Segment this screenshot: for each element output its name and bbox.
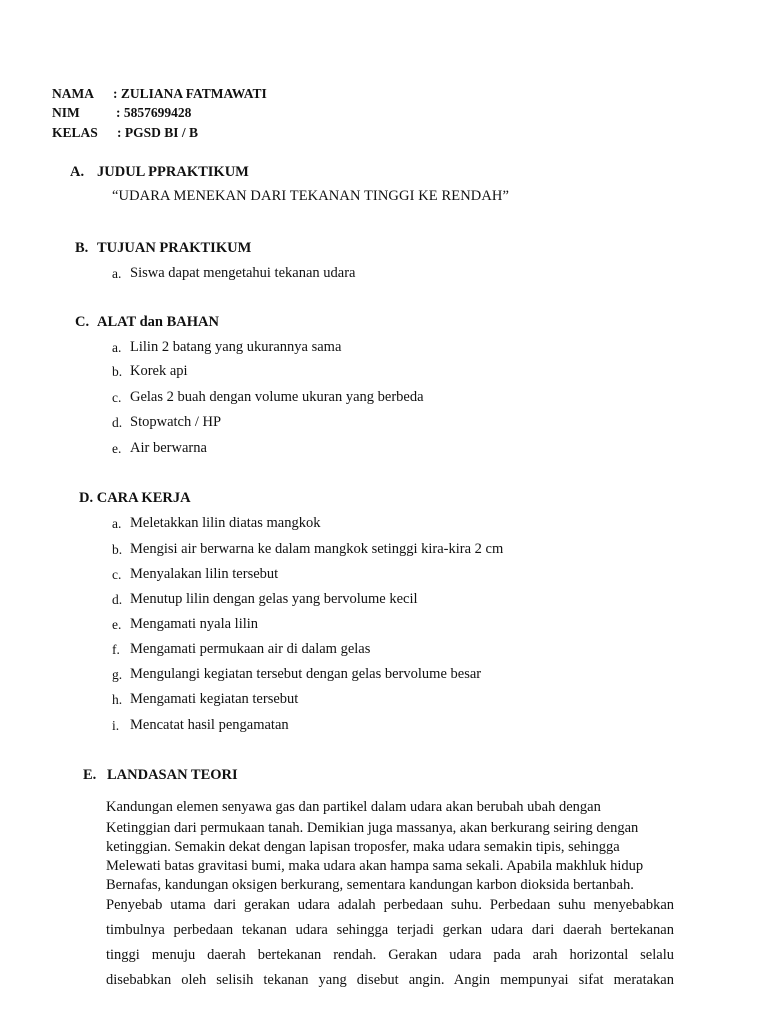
list-item: Menutup lilin dengan gelas yang bervolume kecil bbox=[130, 591, 418, 607]
list-item-marker: f. bbox=[112, 642, 120, 657]
paragraph-line: ketinggian. Semakin dekat dengan lapisan troposfer, maka udara semakin tipis, sehingga bbox=[106, 839, 620, 855]
section-c-title: ALAT dan BAHAN bbox=[97, 314, 219, 330]
section-e-marker: E. bbox=[83, 767, 97, 783]
section-c-marker: C. bbox=[75, 314, 90, 330]
section-b-title: TUJUAN PRAKTIKUM bbox=[97, 240, 252, 256]
praktikum-title: “UDARA MENEKAN DARI TEKANAN TINGGI KE RENDAH” bbox=[112, 188, 510, 204]
list-item: Air berwarna bbox=[130, 440, 207, 456]
paragraph-line: Melewati batas gravitasi bumi, maka udara akan hampa sama sekali. Apabila makhluk hidup bbox=[106, 858, 644, 874]
paragraph-line: disebabkan oleh selisih tekanan yang disebut angin. Angin mempunyai sifat meratakan bbox=[106, 972, 674, 988]
list-item-marker: e. bbox=[112, 617, 122, 632]
list-item: Stopwatch / HP bbox=[130, 414, 222, 430]
list-item-marker: a. bbox=[112, 340, 122, 355]
list-item-marker: e. bbox=[112, 441, 122, 456]
paragraph-line: Bernafas, kandungan oksigen berkurang, sementara kandungan karbon dioksida bertanbah. bbox=[106, 877, 634, 893]
kelas-label: KELAS bbox=[52, 125, 98, 140]
list-item-marker: d. bbox=[112, 415, 123, 430]
nama-value: : ZULIANA FATMAWATI bbox=[113, 86, 267, 101]
list-item-marker: i. bbox=[112, 718, 120, 733]
list-item: Mengamati kegiatan tersebut bbox=[130, 691, 299, 707]
list-item: Mengamati permukaan air di dalam gelas bbox=[130, 641, 371, 657]
list-item: Mencatat hasil pengamatan bbox=[130, 717, 289, 733]
list-item: Mengulangi kegiatan tersebut dengan gelas bervolume besar bbox=[130, 666, 482, 682]
list-item: Menyalakan lilin tersebut bbox=[130, 566, 279, 582]
list-item: Mengisi air berwarna ke dalam mangkok setinggi kira-kira 2 cm bbox=[130, 541, 504, 557]
nim-value: : 5857699428 bbox=[116, 105, 192, 120]
paragraph-line: timbulnya perbedaan tekanan udara sehingga terjadi gerkan udara dari daerah bertekanan bbox=[106, 922, 674, 938]
list-item: Gelas 2 buah dengan volume ukuran yang berbeda bbox=[130, 389, 424, 405]
section-b-marker: B. bbox=[75, 240, 89, 256]
section-a-marker: A. bbox=[70, 164, 85, 180]
list-item: Lilin 2 batang yang ukurannya sama bbox=[130, 339, 342, 355]
kelas-value: : PGSD BI / B bbox=[117, 125, 199, 140]
list-item-marker: b. bbox=[112, 364, 123, 379]
list-item-marker: d. bbox=[112, 592, 123, 607]
list-item: Meletakkan lilin diatas mangkok bbox=[130, 515, 321, 531]
nim-label: NIM bbox=[52, 105, 80, 120]
list-item-marker: b. bbox=[112, 542, 123, 557]
section-e-title: LANDASAN TEORI bbox=[107, 767, 238, 783]
list-item-marker: a. bbox=[112, 516, 122, 531]
list-item-marker: c. bbox=[112, 390, 122, 405]
paragraph-line: Ketinggian dari permukaan tanah. Demikian juga massanya, akan berkurang seiring dengan bbox=[106, 820, 639, 836]
paragraph-line: Penyebab utama dari gerakan udara adalah perbedaan suhu. Perbedaan suhu menyebabkan bbox=[106, 897, 674, 913]
paragraph-line: Kandungan elemen senyawa gas dan partikel dalam udara akan berubah ubah dengan bbox=[106, 799, 601, 815]
paragraph-line: tinggi menuju daerah bertekanan rendah. Gerakan udara pada arah horizontal selalu bbox=[106, 947, 674, 963]
list-item-marker: a. bbox=[112, 266, 122, 281]
list-item-marker: h. bbox=[112, 692, 123, 707]
list-item: Siswa dapat mengetahui tekanan udara bbox=[130, 265, 356, 281]
list-item: Korek api bbox=[130, 363, 188, 379]
list-item-marker: c. bbox=[112, 567, 122, 582]
list-item-marker: g. bbox=[112, 667, 123, 682]
section-a-title: JUDUL PPRAKTIKUM bbox=[97, 164, 249, 180]
section-d-title: D. CARA KERJA bbox=[79, 490, 191, 506]
nama-label: NAMA bbox=[52, 86, 94, 101]
list-item: Mengamati nyala lilin bbox=[130, 616, 259, 632]
